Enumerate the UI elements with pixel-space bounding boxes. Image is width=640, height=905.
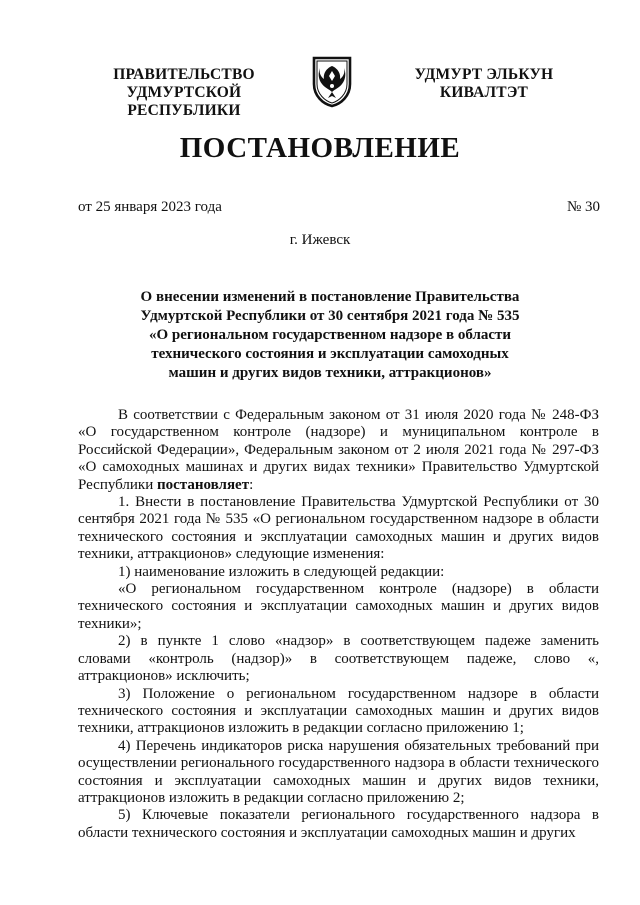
subject-line-1: О внесении изменений в постановление Правительства: [140, 289, 520, 305]
paragraph-item-1: 1. Внести в постановление Правительства Удмуртской Республики от 30 сентября 2021 года № 535 «О региональном государственном надзоре в области технического состояния и эксплуатации самоходных машин и других видов техники, аттракционов» следующие изменения:: [78, 494, 599, 563]
subject-line-4: технического состояния и эксплуатации самоходных: [151, 346, 509, 362]
subject-line-3: «О региональном государственном надзоре в области: [148, 327, 512, 343]
subject-line-5: машин и других видов техники, аттракционов»: [168, 365, 492, 381]
document-city: г. Ижевск: [289, 232, 351, 248]
issuer-name-russian: [70, 66, 298, 120]
decree-keyword: постановляет: [157, 476, 250, 493]
document-date: от 25 января 2023 года: [78, 199, 222, 215]
paragraph-sub-1-quote: «О региональном государственном контроле (надзоре) в области технического состояния и эксплуатации самоходных машин и других видов техники»;: [78, 581, 599, 632]
paragraph-sub-4: 4) Перечень индикаторов риска нарушения обязательных требований при осуществлении регионального государственного надзора в области технического состояния и эксплуатации самоходных машин и других видов техники, аттракционов изложить в редакции согласно приложению 2;: [78, 737, 599, 806]
document-number: № 30: [566, 199, 600, 215]
document-subject: [120, 288, 540, 383]
coat-of-arms-icon: [310, 54, 354, 108]
issuer-udm-line-2: КИВАЛТЭТ: [439, 84, 529, 101]
subject-line-2: Удмуртской Республики от 30 сентября 2021 года № 535: [140, 308, 520, 324]
preamble-text: В соответствии с Федеральным законом от 31 июля 2020 года № 248-ФЗ «О государственном контроле (надзоре) и муниципальном контроле в Российской Федерации», Федеральным законом от 2 июля 2021 года № 297-ФЗ «О самоходных машинах и других видах техники» Правительство Удмуртской Республики: [78, 407, 599, 493]
issuer-line-1: ПРАВИТЕЛЬСТВО: [113, 66, 255, 83]
issuer-name-udmurt: [394, 66, 574, 102]
preamble-paragraph: [78, 407, 599, 494]
paragraph-sub-2: 2) в пункте 1 слово «надзор» в соответствующем падеже заменить словами «контроль (надзор)» в соответствующем падеже, слово «, аттракционов» исключить;: [78, 633, 599, 685]
paragraph-sub-5: 5) Ключевые показатели регионального государственного надзора в области технического состояния и эксплуатации самоходных машин и других: [78, 807, 599, 841]
issuer-line-2: УДМУРТСКОЙ РЕСПУБЛИКИ: [126, 84, 242, 119]
document-title: ПОСТАНОВЛЕНИЕ: [179, 132, 461, 164]
decree-colon: :: [249, 476, 254, 493]
paragraph-sub-1: 1) наименование изложить в следующей редакции:: [118, 563, 445, 580]
issuer-udm-line-1: УДМУРТ ЭЛЬКУН: [414, 66, 554, 83]
paragraph-sub-3: 3) Положение о региональном государственном надзоре в области технического состояния и эксплуатации самоходных машин и других видов техники, аттракционов изложить в редакции согласно приложению 1;: [78, 685, 599, 737]
document-body: [78, 407, 599, 842]
